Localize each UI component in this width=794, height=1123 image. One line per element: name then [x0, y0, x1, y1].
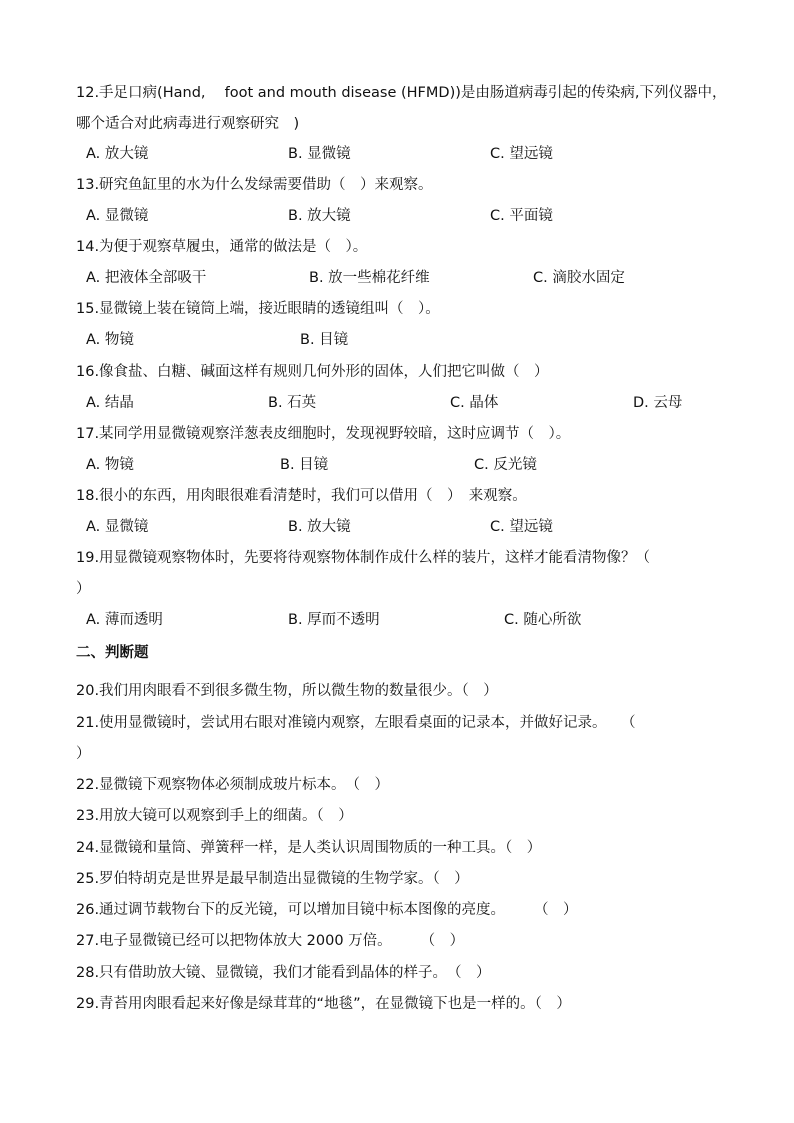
- question-19-options: [86, 610, 766, 630]
- option-c: C. 滴胶水固定: [533, 270, 625, 286]
- option-b: B. 放大镜: [288, 519, 351, 535]
- question-21-line-1: 21.使用显微镜时，尝试用右眼对准镜内观察，左眼看桌面的记录本，并做好记录。 （: [76, 715, 636, 731]
- option-c: C. 平面镜: [490, 208, 553, 224]
- question-18: 18.很小的东西，用肉眼很难看清楚时，我们可以借用（ ） 来观察。: [76, 488, 527, 504]
- question-24: 24.显微镜和量筒、弹簧秤一样，是人类认识周围物质的一种工具。（ ）: [76, 840, 542, 856]
- option-b: B. 放大镜: [288, 208, 351, 224]
- option-b: B. 显微镜: [288, 146, 351, 162]
- question-16: 16.像食盐、白糖、碱面这样有规则几何外形的固体，人们把它叫做（ ）: [76, 364, 549, 380]
- question-19-line-2: ）: [76, 581, 91, 597]
- question-22: 22.显微镜下观察物体必须制成玻片标本。 （ ）: [76, 777, 390, 793]
- option-c: C. 反光镜: [474, 457, 537, 473]
- question-12-line-2: 哪个适合对此病毒进行观察研究 ): [76, 116, 300, 132]
- question-21-line-2: ）: [76, 746, 91, 762]
- option-a: A. 薄而透明: [86, 612, 163, 628]
- option-a: A. 放大镜: [86, 146, 149, 162]
- option-d: D. 云母: [633, 395, 683, 411]
- section-title-judgement: 二、判断题: [76, 645, 149, 661]
- question-15-options: [86, 330, 766, 350]
- question-29: 29.青苔用肉眼看起来好像是绿茸茸的“地毯”，在显微镜下也是一样的。（ ）: [76, 996, 571, 1012]
- option-a: A. 物镜: [86, 457, 134, 473]
- question-16-options: [86, 393, 766, 413]
- question-13: 13.研究鱼缸里的水为什么发绿需要借助（ ）来观察。: [76, 177, 433, 193]
- question-13-options: [86, 206, 766, 226]
- option-c: C. 望远镜: [490, 146, 553, 162]
- option-a: A. 显微镜: [86, 208, 149, 224]
- question-14-options: [86, 268, 766, 288]
- question-28: 28.只有借助放大镜、显微镜，我们才能看到晶体的样子。 （ ）: [76, 965, 491, 981]
- question-20: 20.我们用肉眼看不到很多微生物，所以微生物的数量很少。（ ）: [76, 683, 498, 699]
- question-12-options: [86, 144, 766, 164]
- question-17-options: [86, 455, 766, 475]
- option-a: A. 显微镜: [86, 519, 149, 535]
- question-18-options: [86, 517, 766, 537]
- option-c: C. 晶体: [450, 395, 499, 411]
- option-b: B. 目镜: [280, 457, 329, 473]
- option-a: A. 把液体全部吸干: [86, 270, 207, 286]
- question-19-line-1: 19.用显微镜观察物体时，先要将待观察物体制作成什么样的装片，这样才能看清物像？（: [76, 550, 651, 566]
- option-a: A. 结晶: [86, 395, 134, 411]
- option-b: B. 厚而不透明: [288, 612, 380, 628]
- option-c: C. 望远镜: [490, 519, 553, 535]
- option-b: B. 目镜: [300, 332, 349, 348]
- question-25: 25.罗伯特胡克是世界是最早制造出显微镜的生物学家。（ ）: [76, 871, 469, 887]
- option-c: C. 随心所欲: [504, 612, 582, 628]
- question-14: 14.为便于观察草履虫，通常的做法是（ ）。: [76, 239, 368, 255]
- question-15: 15.显微镜上装在镜筒上端，接近眼睛的透镜组叫（ ）。: [76, 301, 440, 317]
- question-27: 27.电子显微镜已经可以把物体放大 2000 万倍。 （ ）: [76, 933, 465, 949]
- option-b: B. 放一些棉花纤维: [309, 270, 430, 286]
- question-17: 17.某同学用显微镜观察洋葱表皮细胞时，发现视野较暗，这时应调节（ ）。: [76, 426, 571, 442]
- question-12-line-1: 12.手足口病(Hand, foot and mouth disease (HFMD))是由肠道病毒引起的传染病,下列仪器中，: [76, 85, 727, 101]
- question-23: 23.用放大镜可以观察到手上的细菌。（ ）: [76, 808, 353, 824]
- option-b: B. 石英: [268, 395, 317, 411]
- question-26: 26.通过调节载物台下的反光镜，可以增加目镜中标本图像的亮度。 （ ）: [76, 902, 578, 918]
- option-a: A. 物镜: [86, 332, 134, 348]
